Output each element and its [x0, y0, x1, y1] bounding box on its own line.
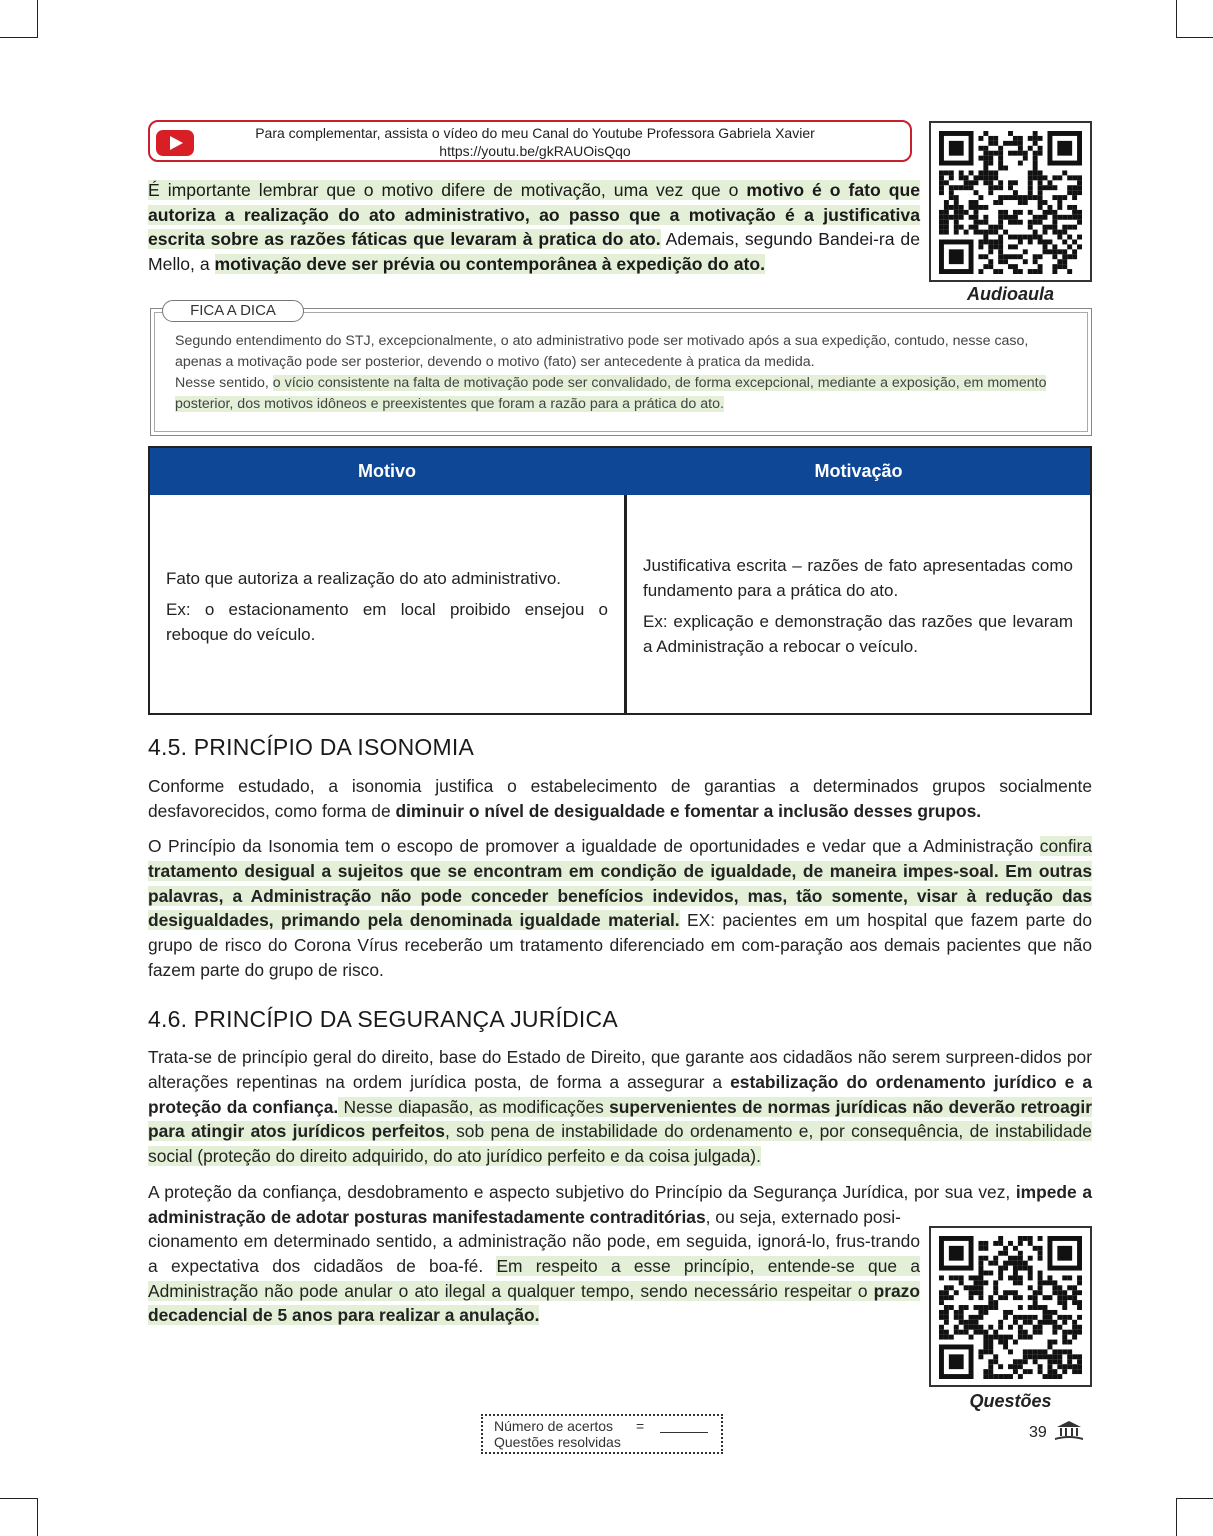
page-number: 39: [1029, 1424, 1047, 1441]
score-label-hits: Número de acertos: [494, 1418, 614, 1434]
tip-box-label: FICA A DICA: [162, 300, 304, 322]
seguranca-paragraph-2: [148, 1180, 1092, 1230]
para-bold: diminuir o nível de desigualdade e fomentar a inclusão desses grupos.: [395, 800, 982, 821]
tip-text: Nesse sentido,: [175, 375, 273, 391]
tip-paragraph: [175, 373, 1065, 415]
para-text: A proteção da confiança, desdobramento e aspecto subjetivo do Princípio da Segurança Jurídica, por sua vez,: [148, 1182, 1016, 1202]
table-divider: [624, 495, 627, 713]
crop-mark: [37, 0, 38, 38]
para-bold: supervenientes de normas jurídicas não deverão retroagir para atingir atos jurídicos perfeitos: [148, 1096, 1092, 1142]
cell-text: Justificativa escrita – razões de fato apresentadas como fundamento para a prática do ato.: [643, 556, 1073, 600]
qr-code-audioaula[interactable]: [929, 121, 1092, 282]
table-cell-motivo: [166, 566, 608, 653]
tip-highlight: o vício consistente na falta de motivação pode ser convalidado, de forma excepcional, mediante a exposição, em momento posterior, dos motivos idôneos e preexistentes que foram a razão para a prática do ato.: [175, 375, 1047, 412]
section-title-seguranca: 4.6. PRINCÍPIO DA SEGURANÇA JURÍDICA: [148, 1006, 618, 1032]
table-header-motivo: Motivo: [358, 461, 416, 481]
qr-code-icon: [939, 1236, 1082, 1379]
table-header-motivacao: Motivação: [814, 461, 903, 481]
youtube-play-icon[interactable]: [156, 130, 194, 156]
intro-bold: motivo é o fato que autoriza a realização do ato administrativo, ao passo que a motivação é a justificativa escrita sobre as razões fáticas que levaram à pratica do ato.: [148, 180, 920, 250]
qr-caption-questoes: Questões: [969, 1391, 1052, 1411]
cell-text: Ex: o estacionamento em local proibido ensejou o reboque do veículo.: [166, 600, 608, 644]
cell-text: Ex: explicação e demonstração das razões que levaram a Administração a rebocar o veículo.: [643, 612, 1073, 656]
cell-text: Fato que autoriza a realização do ato administrativo.: [166, 569, 562, 588]
para-highlight: Em respeito a esse princípio, entende-se que a Administração não pode anular o ato ilegal a qualquer tempo, sendo necessário respeitar o: [148, 1255, 920, 1301]
qr-caption-audioaula: Audioaula: [966, 284, 1054, 304]
book-logo-icon: [1053, 1418, 1085, 1442]
crop-mark: [0, 1498, 38, 1499]
para-text: cionamento em determinado sentido, a administração não pode, em seguida, ignorá-lo, frus-trando a expectativa dos cidadãos de boa-fé.: [148, 1231, 920, 1276]
para-highlight: , sob pena de instabilidade do ordenamento e, por consequência, de instabilidade social (proteção do direito adquirido, do ato jurídico perfeito e da coisa julgada).: [148, 1121, 1092, 1167]
score-equals: =: [636, 1418, 645, 1434]
para-text: EX: pacientes em um hospital que fazem parte do grupo de risco do Corona Vírus receberão um tratamento diferenciado em com-paração aos demais pacientes que não fazem parte do grupo de risco.: [148, 910, 1093, 980]
para-highlight: confira: [1039, 836, 1092, 856]
intro-bold: motivação deve ser prévia ou contemporânea à expedição do ato.: [214, 253, 765, 274]
para-text: Trata-se de princípio geral do direito, base do Estado de Direito, que garante aos cidadãos não serem surpreen-didos por alterações repentinas na ordem jurídica posta, de forma a assegurar a: [148, 1047, 1092, 1092]
crop-mark: [1176, 0, 1177, 38]
youtube-banner-line: Para complementar, assista o vídeo do meu Canal do Youtube Professora Gabriela Xavier: [255, 125, 815, 141]
para-highlight: Nesse diapasão, as modificações: [338, 1096, 610, 1117]
para-bold: estabilização do ordenamento jurídico e a proteção da confiança.: [148, 1071, 1092, 1117]
seguranca-paragraph-3: [148, 1229, 920, 1328]
crop-mark: [1176, 1498, 1177, 1536]
para-bold: impede a administração de adotar posturas manifestadamente contraditórias: [148, 1182, 1092, 1227]
youtube-banner-text: [200, 124, 870, 160]
crop-mark: [1176, 1498, 1213, 1499]
crop-mark: [37, 1498, 38, 1536]
table-cell-motivacao: [643, 553, 1073, 665]
youtube-link[interactable]: https://youtu.be/gkRAUOisQqo: [439, 143, 631, 159]
para-bold: tratamento desigual a sujeitos que se encontram em condição de igualdade, de maneira impes-soal. Em outras palavras, a Administração não pode conceder benefícios indevidos, mas, tão somente, visar à redução das desigualdades, primando pela denominada igualdade material.: [148, 860, 1092, 931]
para-text: , ou seja, externado posi-: [705, 1206, 901, 1227]
score-labels: [494, 1418, 621, 1450]
section-title-isonomia: 4.5. PRINCÍPIO DA ISONOMIA: [148, 734, 474, 760]
intro-text: Ademais, segundo Bandei-ra de Mello, a: [148, 229, 921, 274]
para-text: Conforme estudado, a isonomia justifica o estabelecimento de garantias a determinados grupos socialmente desfavorecidos, como forma de: [148, 776, 1092, 821]
qr-code-icon: [939, 131, 1082, 274]
intro-paragraph: [148, 178, 920, 276]
crop-mark: [0, 37, 38, 38]
score-label-solved: Questões resolvidas: [494, 1434, 621, 1450]
tip-box-text: [175, 331, 1065, 415]
intro-text: É importante lembrar que o motivo difere de motivação, uma vez que o: [148, 180, 747, 200]
qr-code-questoes[interactable]: [929, 1226, 1092, 1387]
crop-mark: [1176, 37, 1213, 38]
score-blank-line: [660, 1432, 708, 1433]
para-text: O Princípio da Isonomia tem o escopo de promover a igualdade de oportunidades e vedar que a Administração: [148, 836, 1040, 856]
tip-paragraph: Segundo entendimento do STJ, excepcionalmente, o ato administrativo pode ser motivado após a sua expedição, contudo, nesse caso, apenas a motivação pode ser posterior, devendo o motivo (fato) ser antecedente à pratica da medida.: [175, 333, 1029, 370]
para-bold: prazo decadencial de 5 anos para realizar a anulação.: [148, 1280, 920, 1326]
isonomia-paragraph-1: [148, 774, 1092, 824]
isonomia-paragraph-2: [148, 834, 1092, 983]
seguranca-paragraph-1: [148, 1045, 1092, 1169]
